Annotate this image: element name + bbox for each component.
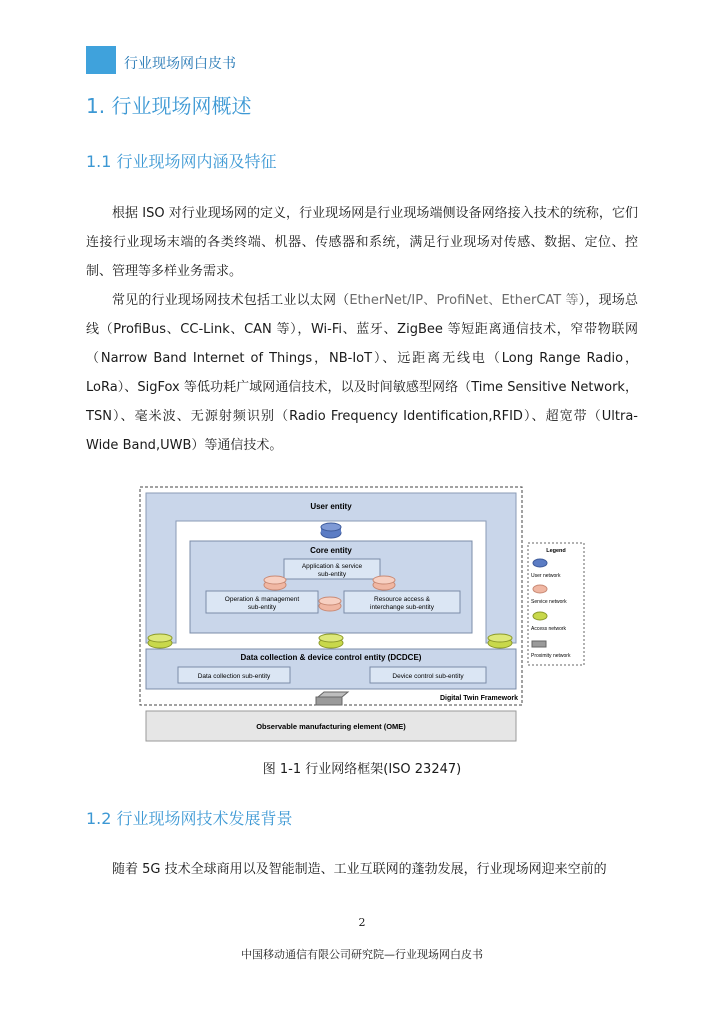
section-1-heading: 1. 行业现场网概述 [86,94,252,118]
device-control-label: Device control sub-entity [392,673,464,680]
section-1-2-body [86,855,638,884]
op-mgmt-line1: Operation & management [224,596,300,603]
footer-text: 中国移动通信有限公司研究院—行业现场网白皮书 [241,948,483,961]
figure-caption: 图 1-1 行业网络框架(ISO 23247) [262,762,462,777]
header-title: 行业现场网白皮书 [124,56,236,72]
legend-access-label: Access network [531,626,567,632]
iso23247-framework-diagram [138,485,588,750]
paragraph-2-gray: EtherNet/IP、ProfiNet、EtherCAT 等 [349,293,579,308]
paragraph-2-start: 常见的行业现场网技术包括工业以太网（ [112,293,350,308]
service-network-node-icon-left [264,576,286,590]
data-collection-label: Data collection sub-entity [197,673,271,680]
ome-label: Observable manufacturing element (OME) [256,722,406,731]
page-number: 2 [358,916,366,929]
paragraph-2 [86,286,638,460]
section-1-1-body [86,199,638,460]
legend-proximity-icon [532,641,546,647]
dcdce-label: Data collection & device control entity (DCDCE) [240,653,422,662]
proximity-network-node-icon [316,692,348,705]
legend-user-icon [533,559,547,567]
header-logo-block [86,46,116,74]
service-network-node-icon-right [373,576,395,590]
legend-access-icon [533,612,547,620]
section-1-1-heading: 1.1 行业现场网内涵及特征 [86,152,277,171]
access-network-node-icon-left [148,634,172,648]
paragraph-2-end: ），现场总线（ProfiBus、CC-Link、CAN 等），Wi-Fi、蓝牙、ZigBee 等短距离通信技术，窄带物联网（Narrow Band Internet of Things，NB-IoT）、远距离无线电（Long Range Radio，LoRa）、SigFox 等低功耗广域网通信技术，以及时间敏感型网络（Time Sensitive Network，TSN）、毫米波、无源射频识别（Radio Frequency Identification,RFID）、超宽带（Ultra-Wide Band,UWB）等通信技术。 [86,293,638,453]
legend-title: Legend [546,548,566,554]
access-network-node-icon-center [319,634,343,648]
core-entity-label: Core entity [310,546,352,555]
op-mgmt-line2: sub-entity [247,604,277,611]
framework-label: Digital Twin Framework [439,695,518,702]
app-service-line1: Application & service [301,563,363,570]
section-1-2-paragraph-1: 随着 5G 技术全球商用以及智能制造、工业互联网的蓬勃发展，行业现场网迎来空前的 [112,862,607,877]
service-network-node-icon-center [319,597,341,611]
resource-access-line2: interchange sub-entity [370,604,434,611]
legend-proximity-label: Proximity network [531,653,571,659]
resource-access-line1: Resource access & [374,596,430,603]
legend-service-icon [533,585,547,593]
legend-service-label: Service network [531,599,567,605]
legend-user-label: User network [531,573,561,579]
user-network-node-icon [321,523,341,538]
paragraph-1: 根据 ISO 对行业现场网的定义，行业现场网是行业现场端侧设备网络接入技术的统称，它们连接行业现场末端的各类终端、机器、传感器和系统，满足行业现场对传感、数据、定位、控制、管理等多样业务需求。 [86,206,638,279]
user-entity-label: User entity [310,502,352,511]
app-service-line2: sub-entity [317,571,347,578]
section-1-2-heading: 1.2 行业现场网技术发展背景 [86,809,293,828]
access-network-node-icon-right [488,634,512,648]
